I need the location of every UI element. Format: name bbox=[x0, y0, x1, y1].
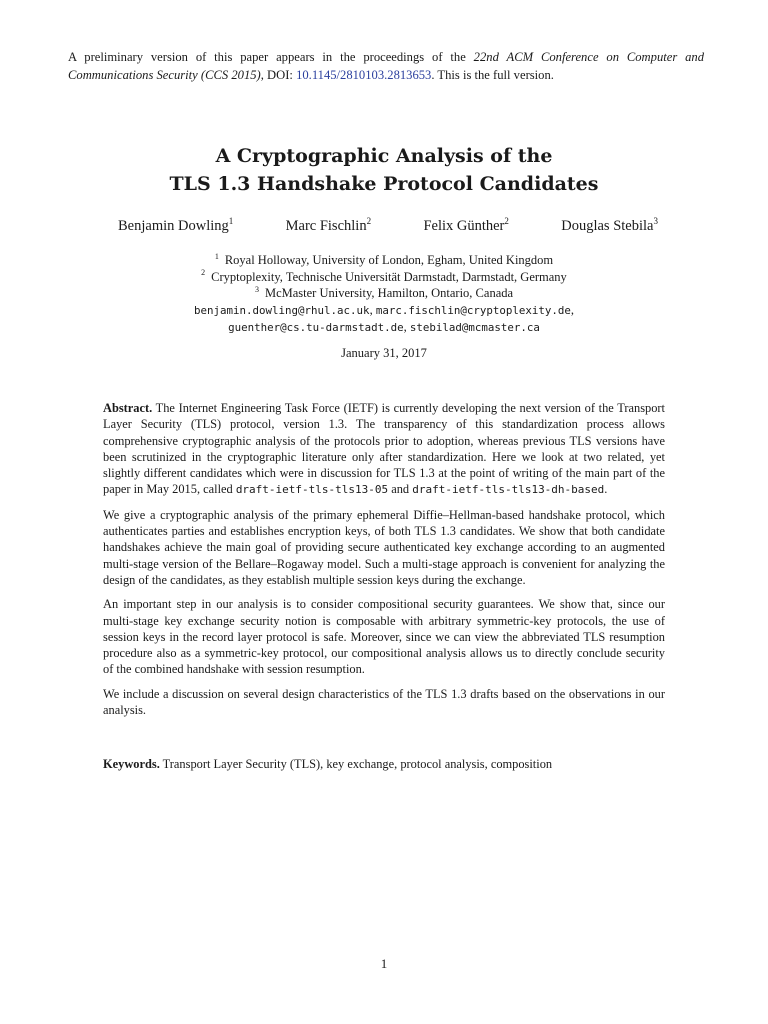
author-list bbox=[118, 218, 658, 235]
email-link[interactable]: benjamin.dowling@rhul.ac.uk bbox=[194, 303, 370, 317]
draft-name: draft-ietf-tls-tls13-05 bbox=[235, 483, 389, 497]
prelim-suffix: . This is the full version. bbox=[431, 68, 554, 82]
abstract bbox=[103, 400, 665, 726]
abstract-paragraph: We include a discussion on several design characteristics of the TLS 1.3 drafts based on the observations in our analysis. bbox=[103, 686, 665, 718]
abstract-paragraph: An important step in our analysis is to consider compositional security guarantees. We show that, since our multi-stage key exchange security notion is composable with arbitrary symmetric-key protocols, the use of session keys in the record layer protocol is safe. Moreover, since we can view the abbreviated TLS resumption procedure also as a symmetric-key protocol, our compositional analysis allows us to directly conclude security of the combined handshake with session resumption. bbox=[103, 597, 665, 677]
prelim-doi-label: , DOI: bbox=[260, 68, 297, 82]
abstract-label: Abstract. bbox=[103, 401, 153, 415]
affiliation: $^1$ Royal Holloway, University of London, Egham, United Kingdom bbox=[214, 251, 554, 267]
email-link[interactable]: stebilad@mcmaster.ca bbox=[409, 321, 540, 334]
draft-name: draft-ietf-tls-tls13-dh-based bbox=[412, 483, 605, 497]
email-link[interactable]: guenther@cs.tu-darmstadt.de bbox=[228, 321, 404, 334]
keywords-text: Transport Layer Security (TLS), key exchange, protocol analysis, composition bbox=[159, 757, 553, 771]
page-number: 1 bbox=[380, 956, 388, 971]
keywords bbox=[103, 756, 665, 772]
email-link[interactable]: marc.fischlin@cryptoplexity.de bbox=[375, 303, 571, 317]
abstract-paragraph: Abstract. The Internet Engineering Task Force (IETF) is currently developing the next version of the Transport Layer Security (TLS) protocol, version 1.3. The transparency of this standardization process allows comprehensive cryptographic analysis of the protocols prior to adoption, whereas previous TLS versions have been scrutinized in the cryptographic literature only after standardization. Here we look at two related, yet slightly different candidates which were in discussion for TLS 1.3 at the point of writing of the main part of the paper in May 2015, called draft-ietf-tls-tls13-05 and draft-ietf-tls-tls13-dh-based. bbox=[103, 401, 665, 497]
author: Felix Günther$^2$ bbox=[423, 216, 509, 234]
author: Marc Fischlin$^2$ bbox=[285, 216, 372, 234]
keywords-label: Keywords. bbox=[103, 757, 160, 771]
author: Benjamin Dowling$^1$ bbox=[118, 216, 234, 234]
email-line-1: benjamin.dowling@rhul.ac.uk, marc.fischlin@cryptoplexity.de, bbox=[194, 302, 574, 317]
prelim-prefix: A preliminary version of this paper appears in the proceedings of the bbox=[68, 50, 474, 64]
publication-date: January 31, 2017 bbox=[341, 346, 427, 360]
doi-link[interactable]: 10.1145/2810103.2813653 bbox=[296, 68, 432, 82]
prelim-venue: 22nd ACM Conference on Computer and Communications Security (CCS 2015) bbox=[68, 50, 704, 82]
abstract-paragraph: We give a cryptographic analysis of the primary ephemeral Diffie–Hellman-based handshake protocol, which authenticates parties and establishes encryption keys, of both TLS 1.3 candidates. We show that both candidate handshakes achieve the main goal of providing secure authenticated key exchange according to an augmented multi-stage version of the Bellare–Rogaway model. Such a multi-stage approach is convenient for analyzing the design of the candidates, as they establish multiple session keys during the exchange. bbox=[103, 507, 665, 587]
paper-title bbox=[0, 142, 768, 198]
affiliation: $^3$ McMaster University, Hamilton, Ontario, Canada bbox=[254, 284, 514, 300]
title-line-2: TLS 1.3 Handshake Protocol Candidates bbox=[169, 173, 599, 195]
preliminary-note bbox=[68, 48, 704, 84]
email-line-2: guenther@cs.tu-darmstadt.de, stebilad@mcmaster.ca bbox=[228, 320, 540, 334]
title-line-1: A Cryptographic Analysis of the bbox=[215, 145, 553, 167]
author: Douglas Stebila$^3$ bbox=[561, 216, 658, 234]
affiliation: $^2$ Cryptoplexity, Technische Universität Darmstadt, Darmstadt, Germany bbox=[201, 268, 567, 284]
affiliations bbox=[0, 252, 768, 337]
